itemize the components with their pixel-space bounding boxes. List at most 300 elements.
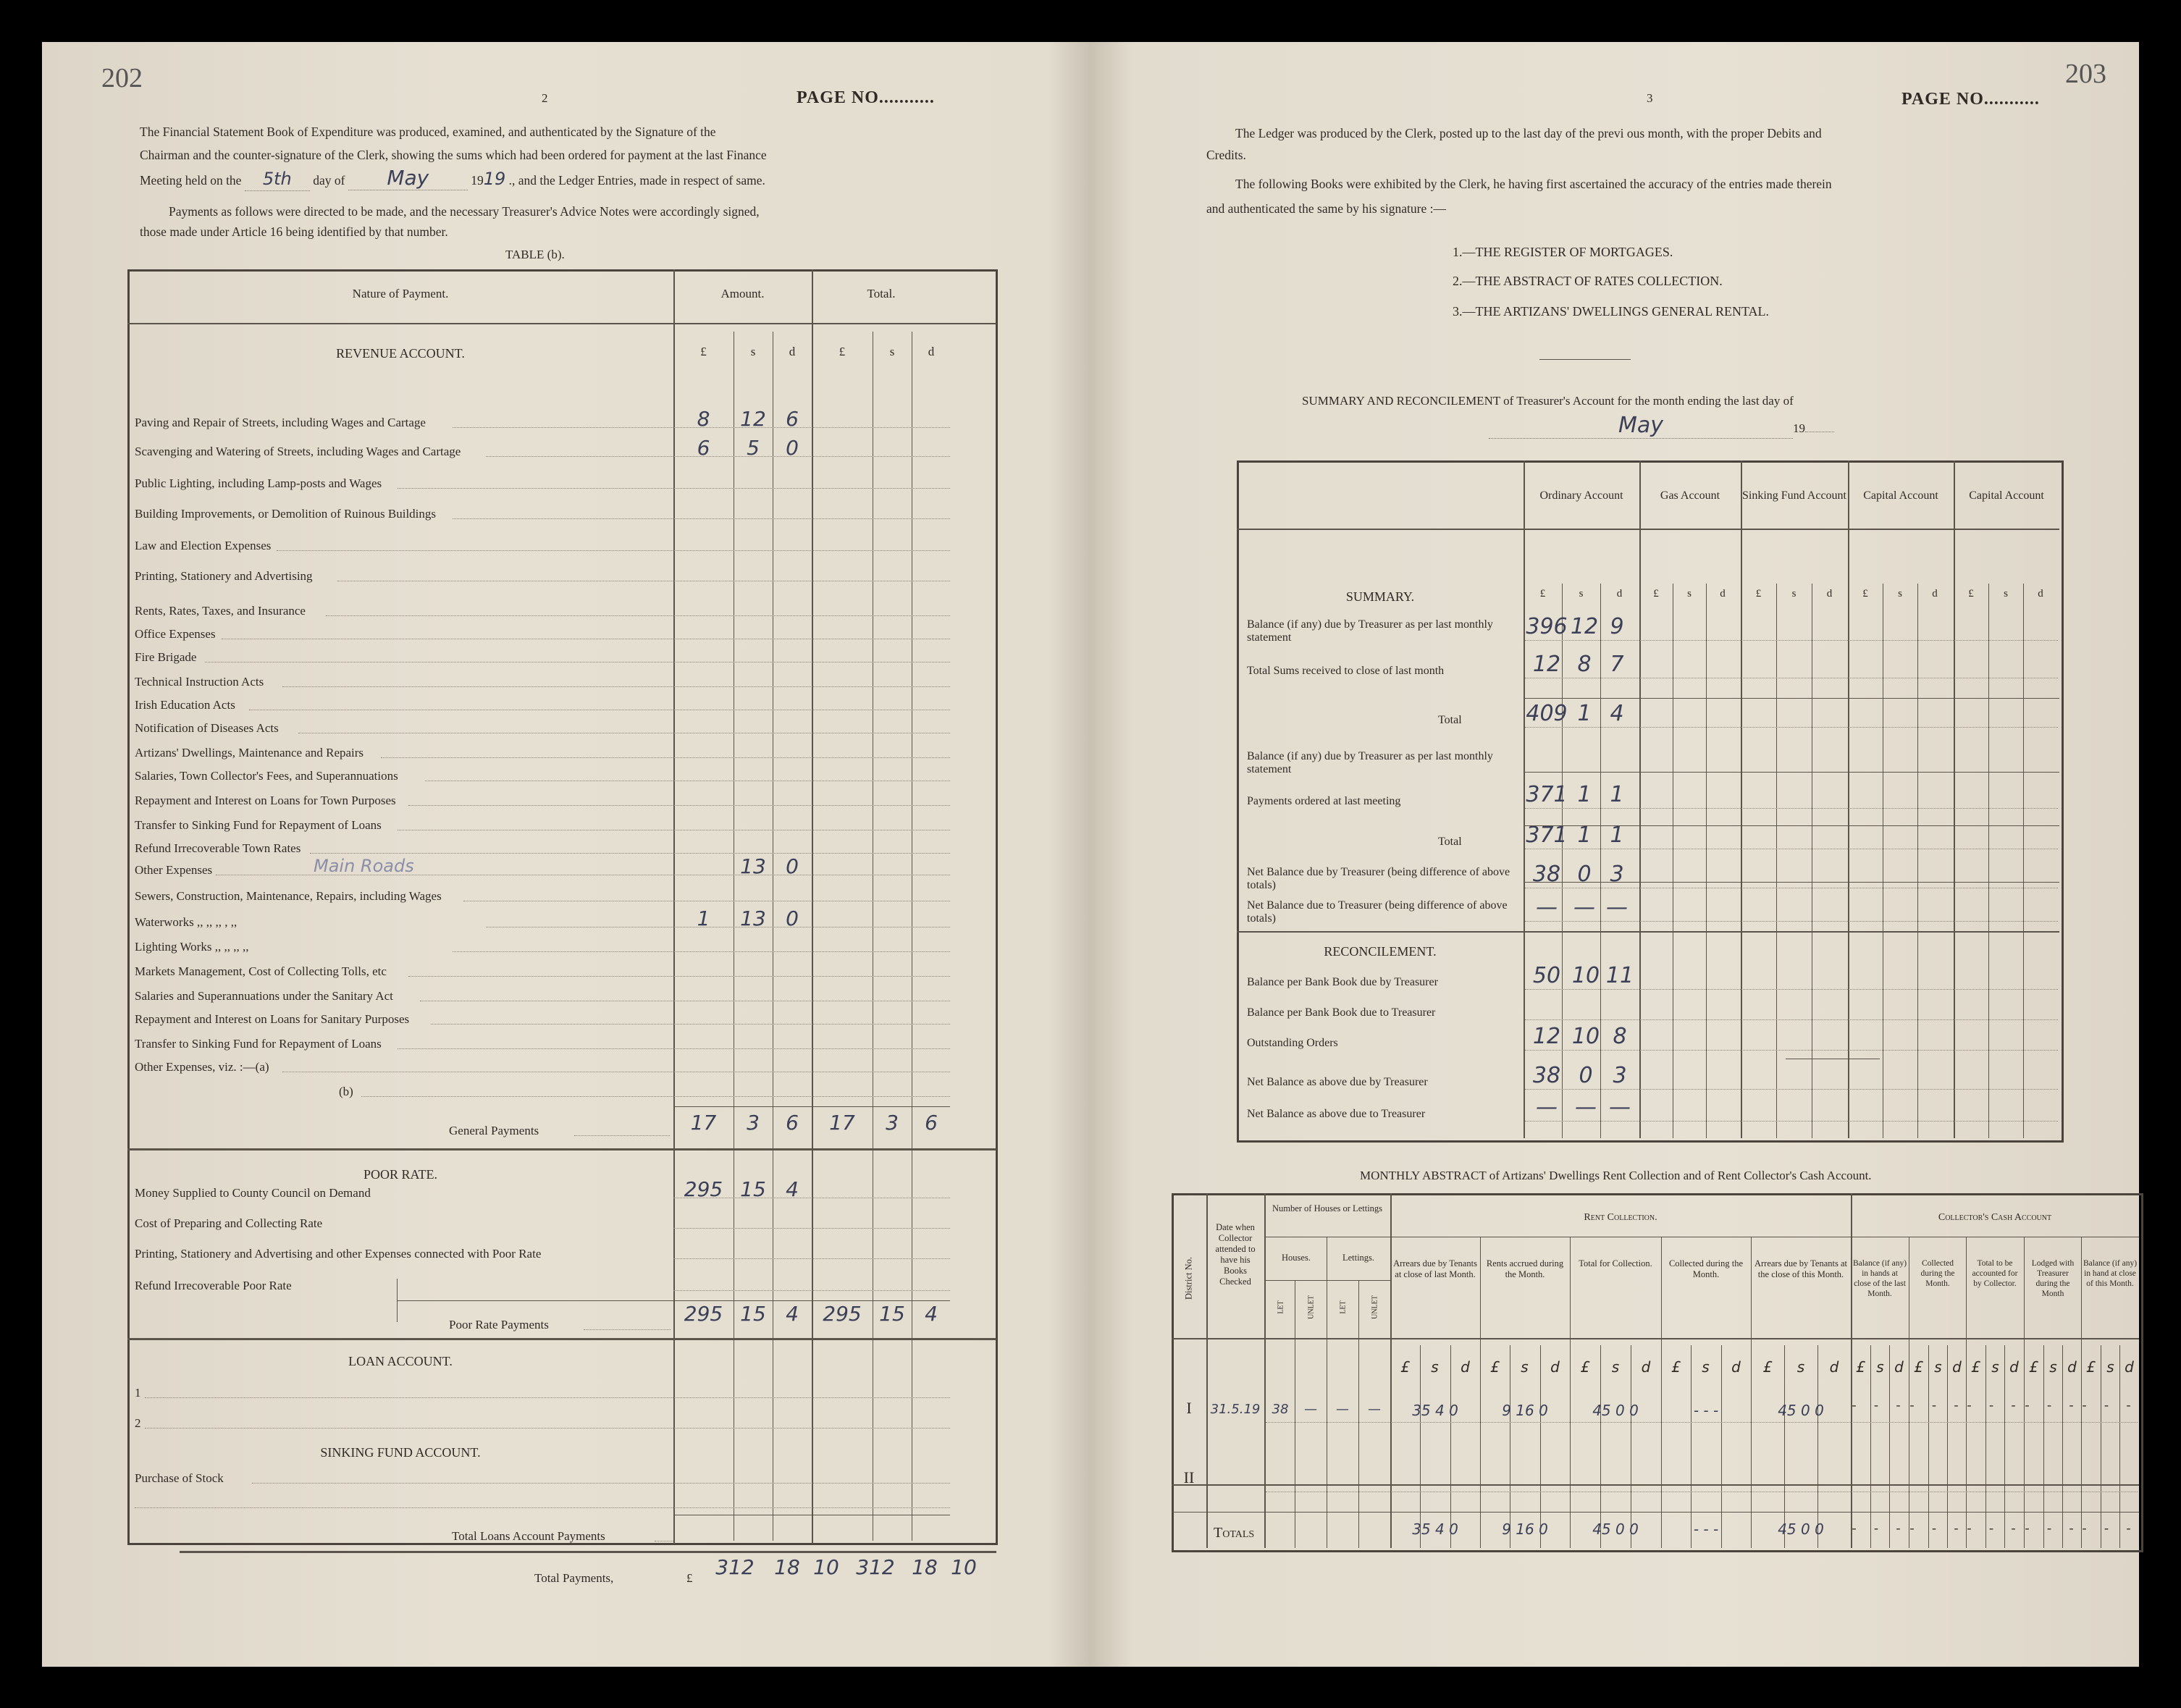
tp-total-shillings: 18: [912, 1555, 938, 1579]
poor-row-label: Cost of Preparing and Collecting Rate: [135, 1216, 323, 1230]
lsd-label: £: [1653, 588, 1659, 600]
account-header: Capital Account: [1863, 489, 1938, 502]
amount-pounds: 6: [697, 436, 710, 460]
totals-amount: 35 4 0: [1412, 1520, 1458, 1538]
ledger-spread: [42, 42, 2139, 1667]
reconcile-row-label: Balance per Bank Book due to Treasurer: [1247, 1006, 1436, 1019]
tp-total-pounds: 312: [856, 1555, 895, 1579]
divider: [1539, 359, 1631, 360]
meeting-year: 19: [483, 169, 506, 189]
rule: [1524, 825, 2059, 826]
lsd-label: d: [1826, 588, 1833, 600]
totals-label: Totals: [1214, 1525, 1255, 1541]
year-prefix: 19: [471, 173, 484, 188]
ord-pounds: 38: [1532, 1063, 1561, 1088]
lsd-label: d: [1641, 1358, 1651, 1376]
letting-subheader: UNLET: [1307, 1295, 1316, 1319]
lsd-label: d: [2125, 1358, 2134, 1376]
cell-leader: [1525, 727, 2058, 728]
ord-shillings: 1: [1577, 823, 1592, 848]
revenue-row-label: Scavenging and Watering of Streets, including Wages and Cartage: [135, 445, 461, 458]
gp-total-pence: 6: [925, 1111, 938, 1135]
revenue-row-label: Waterworks ,, ,, ,, , ,,: [135, 915, 238, 929]
district-no: II: [1183, 1468, 1195, 1486]
cash-col-header: Total to be accounted for by Collector.: [1972, 1259, 2018, 1288]
lsd-label: s: [1579, 588, 1584, 600]
lsd-label: s: [1797, 1358, 1805, 1376]
summary-row-label: Balance (if any) due by Treasurer as per last monthly statement: [1247, 618, 1493, 644]
revenue-row-label: Printing, Stationery and Advertising: [135, 569, 313, 583]
revenue-row-label: Repayment and Interest on Loans for Town Purposes: [135, 794, 396, 807]
cash-col-header: Lodged with Treasurer during the Month: [2031, 1259, 2075, 1298]
col-line: [1928, 1345, 1929, 1548]
cash-blank: - - -: [1909, 1397, 1966, 1412]
col-line: [2043, 1345, 2044, 1548]
intro-meeting-line: [140, 167, 765, 192]
totals-amount: 45 0 0: [1778, 1520, 1824, 1538]
ord-pounds: 396: [1526, 614, 1568, 639]
prp-total-pence: 4: [925, 1302, 938, 1326]
rule: [673, 1106, 950, 1107]
rule: [1524, 698, 2059, 699]
lsd-label: £: [1580, 1358, 1590, 1376]
lsd-label: £: [1490, 1358, 1500, 1376]
revenue-row-label: Notification of Diseases Acts: [135, 721, 279, 735]
col-pound: £: [839, 345, 846, 358]
ord-shillings: 0: [1577, 862, 1592, 887]
lsd-label: £: [1968, 588, 1974, 600]
revenue-row-label: Other Expenses, viz. :—(a): [135, 1060, 269, 1074]
prp-total-shillings: 15: [879, 1302, 905, 1326]
rent-col-header: Collected during the Month.: [1668, 1258, 1744, 1279]
cash-col-header: Collected during the Month.: [1920, 1259, 1955, 1288]
tp-amount-pounds: 312: [715, 1555, 755, 1579]
total-col-line: [812, 269, 813, 1544]
lsd-label: d: [2038, 588, 2043, 600]
leader: [145, 1428, 950, 1429]
lsd-label: £: [1539, 588, 1546, 600]
revenue-row-label: Markets Management, Cost of Collecting Tolls, etc: [135, 964, 387, 978]
cell-leader: [673, 1228, 950, 1229]
revenue-row-label: Rents, Rates, Taxes, and Insurance: [135, 604, 306, 618]
header-rule: [127, 323, 996, 324]
revenue-row-label: Irish Education Acts: [135, 698, 235, 712]
gp-amount-pounds: 17: [690, 1111, 717, 1135]
prp-amount-shillings: 15: [740, 1302, 766, 1326]
intro-line: Chairman and the counter-signature of the Clerk, showing the sums which had been ordered for payment at the last Finance: [140, 148, 767, 162]
lsd-label: s: [1687, 588, 1692, 600]
ord-pence: 9: [1610, 614, 1624, 639]
summary-row-label: Net Balance due by Treasurer (being difference of above totals): [1247, 866, 1510, 891]
revenue-row-label: Other Expenses: [135, 863, 213, 877]
lsd-label: d: [1550, 1358, 1560, 1376]
amount-shillings: 5: [747, 436, 760, 460]
poor-rate-heading: POOR RATE.: [363, 1167, 437, 1182]
amount-pounds: 1: [697, 906, 710, 930]
col-shilling: s: [750, 345, 756, 358]
ord-pence: 7: [1610, 652, 1624, 677]
ord-pounds: 371: [1526, 823, 1568, 848]
ord-pounds: —: [1536, 1095, 1558, 1120]
loan-row-label: 1: [135, 1386, 141, 1400]
rule: [1172, 1338, 2139, 1339]
col-line: [2004, 1345, 2005, 1548]
printed-page-number: 3: [1647, 91, 1653, 105]
rule: [1172, 1484, 2139, 1486]
revenue-row-label: Public Lighting, including Lamp-posts and Wages: [135, 476, 382, 490]
page-no-label: PAGE NO...........: [797, 88, 935, 107]
letting-count: —: [1336, 1402, 1349, 1417]
cash-account-header: Collector's Cash Account: [1938, 1212, 2052, 1223]
summary-title: SUMMARY AND RECONCILEMENT of Treasurer's Account for the month ending the last day of: [1302, 394, 1794, 408]
cash-col-header: Balance (if any) in hands at close of the last Month.: [1852, 1259, 1907, 1298]
ord-pounds: —: [1536, 895, 1558, 920]
col-line: [2119, 1345, 2120, 1548]
rule: [1264, 1280, 1390, 1281]
intro-line: The following Books were exhibited by the Clerk, he having first ascertained the accuracy of the entries made therein: [1235, 177, 1832, 191]
col-line: [1691, 1345, 1692, 1548]
revenue-row-label: Law and Election Expenses: [135, 539, 272, 552]
summary-row-label: Balance (if any) due by Treasurer as per last monthly statement: [1247, 750, 1493, 775]
poor-row-label: Refund Irrecoverable Poor Rate: [135, 1279, 292, 1292]
letting-count: —: [1368, 1402, 1381, 1417]
houses-header: Houses.: [1282, 1253, 1311, 1263]
cell-leader: [1525, 1089, 2058, 1090]
lsd-label: s: [2106, 1358, 2114, 1376]
prp-total-pounds: 295: [823, 1302, 862, 1326]
ord-pence: 4: [1610, 701, 1624, 726]
header-rule: [1237, 529, 2059, 530]
col-line: [2081, 1237, 2082, 1548]
lsd-label: s: [1702, 1358, 1710, 1376]
rent-col-header: Arrears due by Tenants at the close of this Month.: [1754, 1258, 1847, 1279]
ord-shillings: —: [1573, 895, 1595, 920]
revenue-row-label: Building Improvements, or Demolition of Ruinous Buildings: [135, 507, 437, 521]
summary-row-label: Total Sums received to close of last month: [1247, 665, 1445, 677]
loan-heading: LOAN ACCOUNT.: [348, 1354, 453, 1368]
col-line: [1741, 460, 1742, 1138]
cash-blank: - - -: [1852, 1520, 1908, 1535]
col-line: [2062, 1345, 2063, 1548]
rule: [1524, 882, 2059, 883]
cell-leader: [1525, 808, 2058, 809]
amount-shillings: 13: [740, 854, 766, 878]
cash-col-header: Balance (if any) in hand at close of this Month.: [2083, 1259, 2138, 1288]
poor-rate-payments-label: Poor Rate Payments: [449, 1318, 549, 1332]
summary-row-label: Payments ordered at last meeting: [1247, 795, 1401, 807]
abstract-title: MONTHLY ABSTRACT of Artizans' Dwellings Rent Collection and of Rent Collector's Cash Account.: [1360, 1169, 1872, 1182]
ord-pounds: 371: [1526, 782, 1568, 807]
rent-col-header: Rents accrued during the Month.: [1486, 1258, 1564, 1279]
gp-total-pounds: 17: [829, 1111, 855, 1135]
intro-line: The Financial Statement Book of Expenditure was produced, examined, and authenticated by the Signature of the: [140, 125, 716, 139]
lsd-label: £: [1400, 1358, 1410, 1376]
tp-amount-shillings: 18: [774, 1555, 800, 1579]
rule: [1172, 1512, 2139, 1513]
lsd-label: d: [1952, 1358, 1962, 1376]
account-header: Ordinary Account: [1539, 489, 1623, 502]
col-line: [1420, 1345, 1421, 1548]
lettings-header: Lettings.: [1342, 1253, 1375, 1263]
lsd-label: £: [2029, 1358, 2038, 1376]
totals-amount: 45 0 0: [1592, 1520, 1639, 1538]
amount-shillings: 12: [740, 407, 766, 431]
pound-sign: £: [686, 1571, 693, 1585]
intro-line: Payments as follows were directed to be made, and the necessary Treasurer's Advice Notes were accordingly signed,: [169, 204, 760, 219]
sub-col-line: [1706, 584, 1707, 1138]
header-amount: Amount.: [720, 287, 765, 300]
ord-pounds: 12: [1532, 1024, 1561, 1049]
ord-pounds: 12: [1532, 652, 1561, 677]
district-header: District No.: [1183, 1256, 1194, 1300]
ord-shillings: 12: [1570, 614, 1599, 639]
gp-amount-shillings: 3: [747, 1111, 760, 1135]
cash-blank: - - -: [1967, 1397, 2023, 1412]
revenue-row-label: Transfer to Sinking Fund for Repayment of Loans: [135, 818, 382, 832]
tp-total-pence: 10: [951, 1555, 977, 1579]
col-line: [1870, 1345, 1871, 1548]
revenue-row-label: Salaries, Town Collector's Fees, and Superannuations: [135, 769, 398, 783]
col-line: [1639, 460, 1641, 1138]
section-rule: [127, 1338, 996, 1340]
revenue-row-label: Sewers, Construction, Maintenance, Repairs, including Wages: [135, 889, 442, 903]
intro-line: Credits.: [1206, 148, 1246, 162]
section-rule: [1237, 931, 2059, 933]
intro-text: Meeting held on the: [140, 173, 242, 188]
lsd-label: s: [2049, 1358, 2057, 1376]
rent-amount: 35 4 0: [1412, 1402, 1458, 1419]
revenue-row-label: Fire Brigade: [135, 650, 197, 664]
cell-leader: [673, 976, 950, 977]
col-line: [1889, 1345, 1890, 1548]
col-line: [1784, 1345, 1785, 1548]
lsd-label: d: [1461, 1358, 1470, 1376]
header-nature: Nature of Payment.: [352, 287, 449, 300]
lsd-label: d: [1720, 588, 1726, 600]
section-rule: [180, 1551, 996, 1553]
summary-year: 19: [1793, 421, 1805, 435]
summary-row-label: Total: [1438, 836, 1462, 848]
col-pence: d: [789, 345, 796, 358]
page-number-stamp: 203: [2065, 59, 2106, 89]
gp-total-shillings: 3: [886, 1111, 899, 1135]
cell-leader: [1525, 1050, 2058, 1051]
rent-amount: 45 0 0: [1592, 1402, 1639, 1419]
cell-leader: [673, 757, 950, 758]
col-line: [1721, 1345, 1722, 1548]
amount-pounds: 295: [684, 1177, 723, 1201]
ord-shillings: 1: [1577, 782, 1592, 807]
cell-leader: [673, 1024, 950, 1025]
ord-pence: 3: [1613, 1063, 1627, 1088]
ord-pence: —: [1609, 1095, 1631, 1120]
leader: [584, 1329, 671, 1330]
letting-subheader: UNLET: [1371, 1295, 1379, 1319]
poor-row-label: Money Supplied to County Council on Demand: [135, 1186, 371, 1200]
ord-pence: —: [1606, 895, 1628, 920]
cell-leader: [673, 1048, 950, 1049]
cell-leader: [673, 518, 950, 519]
lsd-label: d: [1616, 588, 1623, 600]
cell-leader: [1525, 640, 2058, 641]
lsd-label: £: [1762, 1358, 1773, 1376]
summary-month: May: [1489, 413, 1793, 439]
cell-leader: [673, 1096, 950, 1097]
book-item: 3.—THE ARTIZANS' DWELLINGS GENERAL RENTAL.: [1453, 304, 1770, 319]
ord-shillings: —: [1575, 1095, 1597, 1120]
amount-shillings: 15: [740, 1177, 766, 1201]
rule: [397, 1279, 398, 1322]
col-line: [1264, 1193, 1266, 1548]
lsd-label: d: [1932, 588, 1938, 600]
meeting-day: 5th: [245, 167, 310, 191]
col-line: [1570, 1237, 1571, 1548]
reconcile-row-label: Outstanding Orders: [1247, 1037, 1338, 1049]
cell-leader: [1525, 921, 2058, 922]
letting-count: —: [1304, 1402, 1317, 1417]
left-page: [42, 42, 1085, 1667]
leader: [574, 1135, 670, 1136]
col-line: [1661, 1237, 1662, 1548]
number-header: Number of Houses or Lettings: [1272, 1203, 1383, 1213]
lsd-label: s: [1898, 588, 1902, 600]
ord-shillings: 10: [1571, 963, 1600, 988]
ord-pence: 8: [1613, 1024, 1627, 1049]
lsd-label: s: [1991, 1358, 1999, 1376]
letting-count: 38: [1272, 1402, 1289, 1417]
cash-blank: - - -: [2025, 1520, 2081, 1535]
lsd-label: s: [1521, 1358, 1529, 1376]
leader: [145, 1397, 950, 1398]
total-payments-label: Total Payments,: [534, 1571, 614, 1585]
lsd-label: £: [1856, 1358, 1865, 1376]
sub-col-line: [2023, 584, 2024, 1138]
revenue-row-label: Refund Irrecoverable Town Rates: [135, 841, 301, 855]
loan-row-label: 2: [135, 1416, 141, 1430]
lsd-label: s: [1791, 588, 1797, 600]
cell-leader: [673, 686, 950, 687]
sub-col-line: [1917, 584, 1918, 1138]
cash-blank: - - -: [1967, 1520, 2023, 1535]
lsd-label: s: [1876, 1358, 1884, 1376]
col-line: [1540, 1345, 1541, 1548]
cell-leader: [1525, 989, 2058, 990]
amount-pence: 0: [786, 906, 799, 930]
district-no: I: [1186, 1399, 1192, 1417]
col-line: [1848, 460, 1849, 1138]
col-shilling: s: [889, 345, 895, 358]
lsd-label: s: [1611, 1358, 1620, 1376]
total-loans-label: Total Loans Account Payments: [452, 1529, 605, 1543]
ord-pence: 1: [1610, 823, 1624, 848]
cash-blank: - - -: [2082, 1397, 2138, 1412]
cell-leader: [673, 1290, 950, 1291]
page-no-label: PAGE NO...........: [1901, 90, 2040, 109]
header-total: Total.: [867, 287, 896, 300]
lsd-label: d: [2009, 1358, 2019, 1376]
intro-line: and authenticated the same by his signature :—: [1206, 201, 1446, 216]
col-line: [1450, 1345, 1451, 1548]
lsd-label: £: [2086, 1358, 2096, 1376]
cell-leader: [1525, 1121, 2058, 1122]
revenue-row-label: Transfer to Sinking Fund for Repayment of Loans: [135, 1037, 382, 1051]
ord-shillings: 1: [1577, 701, 1592, 726]
letting-subheader: LET: [1277, 1300, 1285, 1314]
other-expenses-note: Main Roads: [314, 856, 414, 876]
lsd-label: d: [1894, 1358, 1904, 1376]
col-line: [1751, 1237, 1752, 1548]
intro-text: ., and the Ledger Entries, made in respect of same.: [508, 173, 765, 188]
revenue-heading: REVENUE ACCOUNT.: [336, 346, 465, 361]
amount-pence: 0: [786, 436, 799, 460]
ord-shillings: 8: [1577, 652, 1592, 677]
page-number-stamp: 202: [101, 63, 143, 93]
summary-row-label: Total: [1438, 714, 1462, 726]
lsd-label: £: [1862, 588, 1868, 600]
ord-shillings: 0: [1579, 1063, 1593, 1088]
tp-amount-pence: 10: [813, 1555, 839, 1579]
section-rule: [127, 1148, 996, 1150]
lsd-label: s: [1934, 1358, 1942, 1376]
ord-pounds: 38: [1532, 862, 1561, 887]
leader: [135, 1507, 950, 1508]
cell-leader: [673, 805, 950, 806]
totals-amount: 9 16 0: [1502, 1520, 1548, 1538]
lsd-label: d: [1829, 1358, 1839, 1376]
lsd-label: £: [1671, 1358, 1681, 1376]
poor-row-label: Printing, Stationery and Advertising and other Expenses connected with Poor Rate: [135, 1247, 542, 1261]
cell-leader: [673, 853, 950, 854]
prp-amount-pounds: 295: [684, 1302, 723, 1326]
letting-subheader: LET: [1339, 1300, 1348, 1314]
revenue-row-label: Technical Instruction Acts: [135, 675, 264, 689]
date-header: Date when Collector attended to have his Books Checked: [1215, 1222, 1256, 1287]
rule: [397, 1300, 950, 1301]
ord-pence: 1: [1610, 782, 1624, 807]
lsd-label: £: [1755, 588, 1762, 600]
col-line: [1985, 1345, 1986, 1548]
lsd-label: s: [2004, 588, 2008, 600]
intro-line: those made under Article 16 being identified by that number.: [140, 224, 448, 239]
rent-amount: - - -: [1693, 1402, 1719, 1419]
ord-pounds: 50: [1532, 963, 1561, 988]
revenue-row-label: Salaries and Superannuations under the Sanitary Act: [135, 989, 393, 1003]
meeting-month: May: [348, 167, 468, 190]
ord-pence: 3: [1610, 862, 1624, 887]
revenue-row-label: Paving and Repair of Streets, including Wages and Cartage: [135, 416, 426, 429]
right-page: [1090, 42, 2139, 1667]
account-header: Capital Account: [1969, 489, 2044, 502]
cell-leader: [673, 615, 950, 616]
reconcile-row-label: Balance per Bank Book due by Treasurer: [1247, 976, 1438, 988]
cell-leader: [673, 488, 950, 489]
lsd-label: £: [1971, 1358, 1980, 1376]
book-item: 2.—THE ABSTRACT OF RATES COLLECTION.: [1453, 274, 1723, 288]
account-header: Sinking Fund Account: [1741, 489, 1846, 502]
cell-leader: [673, 951, 950, 952]
lsd-label: d: [2067, 1358, 2077, 1376]
lsd-label: £: [1914, 1358, 1923, 1376]
lsd-label: s: [1431, 1358, 1439, 1376]
col-pound: £: [700, 345, 707, 358]
account-header: Gas Account: [1660, 489, 1720, 502]
revenue-row-label: Artizans' Dwellings, Maintenance and Repairs: [135, 746, 364, 760]
intro-line: The Ledger was produced by the Clerk, posted up to the last day of the previ ous month, with the proper Debits and: [1235, 126, 1822, 140]
reconcile-heading: RECONCILEMENT.: [1324, 944, 1437, 959]
rent-amount: 9 16 0: [1502, 1402, 1548, 1419]
rent-collection-header: Rent Collection.: [1584, 1212, 1657, 1223]
leader: [252, 1483, 950, 1484]
